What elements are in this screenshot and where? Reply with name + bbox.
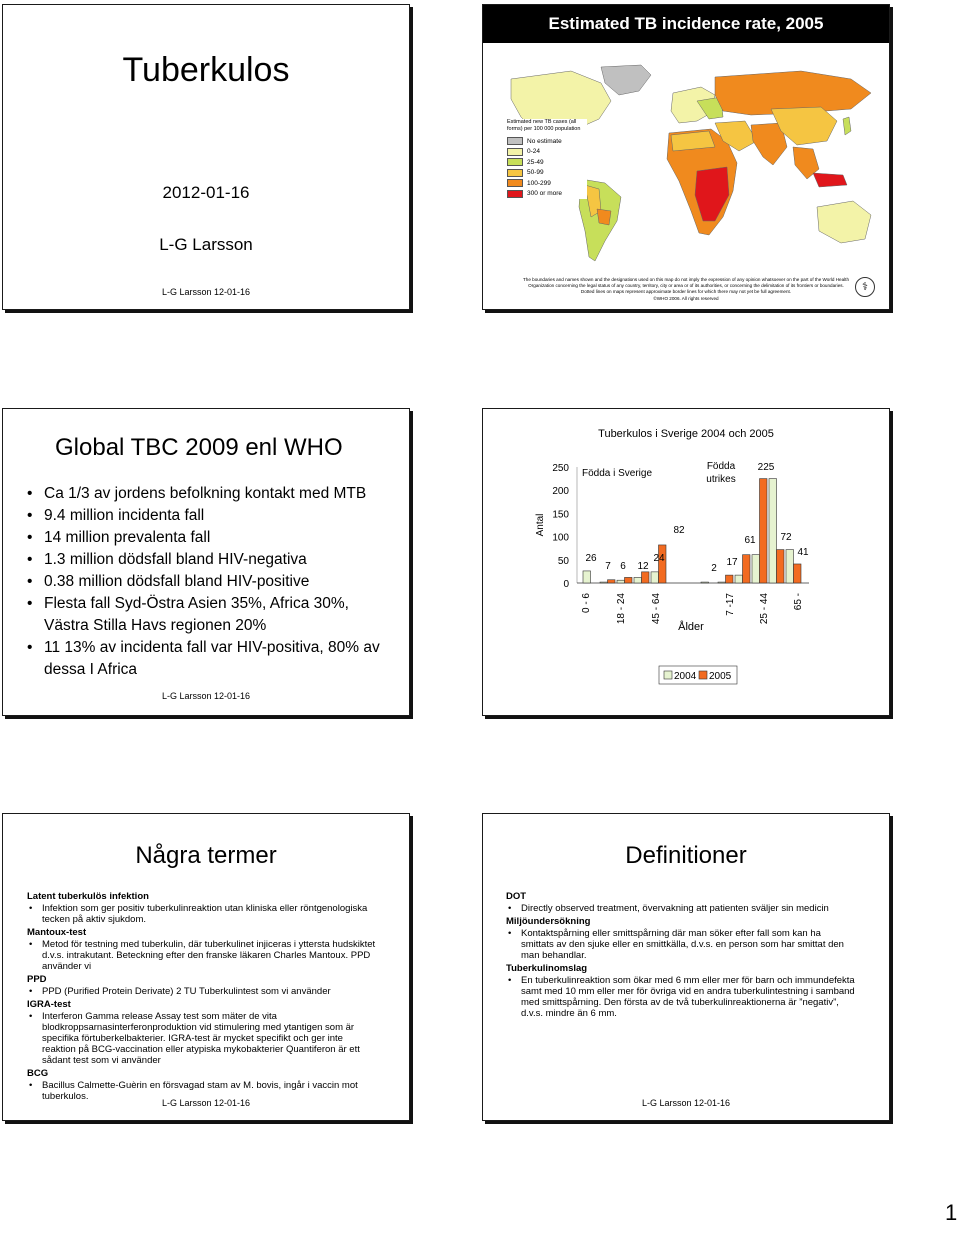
map-legend-item	[507, 136, 587, 147]
bullet-item: • 9.4 million incidenta fall	[27, 505, 393, 527]
slide5-footer: L-G Larsson 12-01-16	[161, 1098, 251, 1108]
slide1-title: Tuberkulos	[122, 51, 290, 89]
map-disclaimer: The boundaries and names shown and the designations used on this map do not imply the expression of any opinion whatsoever on the part of the World Health Organization concerning the legal status of any country, territory, city or area or of its authorities, or concerning the delimitation of its frontiers or boundaries. Dotted lines on maps represent approximate border lines for which there may not yet be full agreement.	[522, 277, 850, 294]
term-heading: BCG	[27, 1068, 49, 1079]
slide1-author: L-G Larsson	[159, 235, 253, 254]
bar	[794, 564, 802, 583]
data-label: 41	[797, 547, 809, 558]
slide3-title: Global TBC 2009 enl WHO	[55, 434, 343, 461]
data-label: 24	[653, 553, 665, 564]
bar	[718, 582, 726, 583]
term-list	[27, 1011, 379, 1066]
term-list	[27, 939, 379, 972]
data-label: 7	[605, 561, 611, 572]
legend-label: 0-24	[527, 148, 541, 156]
slide-definitioner	[482, 813, 890, 1121]
slide-termer	[2, 813, 410, 1121]
bar	[735, 575, 743, 583]
slide3-bullet-list	[27, 483, 393, 681]
y-tick-label: 50	[557, 555, 569, 567]
legend-label: No estimate	[527, 137, 562, 145]
chart-title: Tuberkulos i Sverige 2004 och 2005	[598, 428, 774, 440]
legend-label-2004: 2004	[674, 671, 697, 682]
bullet-item: • 0.38 million dödsfall bland HIV-positive	[27, 571, 393, 593]
map-copyright: ©WHO 2006. All rights reserved	[653, 296, 719, 301]
legend-label: 50-99	[527, 169, 544, 177]
bar	[651, 572, 659, 583]
term-description: • PPD (Purified Protein Derivate) 2 TU Tuberkulintest som vi använder	[27, 986, 379, 997]
term-list	[506, 928, 856, 961]
x-tick-label: 45 - 64	[651, 593, 662, 625]
map-legend	[507, 119, 587, 199]
data-label: 61	[744, 535, 756, 546]
term-heading: Mantoux-test	[27, 927, 87, 938]
legend-label: 300 or more	[527, 190, 563, 198]
y-tick-label: 150	[552, 509, 569, 521]
bar	[777, 550, 785, 583]
term-list	[27, 986, 379, 997]
group-label-fodda-utrikes-line1: Födda	[706, 461, 736, 472]
term-description: • Bacillus Calmette-Guèrin en försvagad stam av M. bovis, ingår i vaccin mot tuberkulos.	[27, 1080, 379, 1102]
map-legend-item	[507, 189, 587, 200]
legend-swatch	[507, 148, 523, 156]
bar	[642, 572, 650, 583]
legend-label: 25-49	[527, 158, 544, 166]
term-description: • Kontaktspårning eller smittspårning där man söker efter fall som kan ha smittats av den sjuke eller en smittkälla, d.v.s. en person som har smittat den man behandlar.	[506, 928, 856, 961]
term-description: • Metod för testning med tuberkulin, där tuberkulinet injiceras i yttersta hudskiktet d.v.s. intrakutant. Beteckning efter den franske läkaren Charles Mantoux. PPD använder vi	[27, 939, 379, 972]
who-logo-icon: ⚕	[855, 277, 875, 297]
legend-swatch	[507, 158, 523, 166]
term-list	[27, 903, 379, 925]
slide-tb-sweden-chart	[482, 408, 890, 716]
y-tick-label: 250	[552, 463, 569, 474]
slide-title	[2, 4, 410, 310]
x-tick-label: 0 - 6	[581, 593, 592, 614]
bullet-item: • 14 million prevalenta fall	[27, 527, 393, 549]
slide5-body	[27, 889, 379, 1103]
legend-swatch-2004	[664, 671, 672, 679]
map-legend-heading: Estimated new TB cases (all forms) per 100 000 population	[507, 119, 581, 132]
data-label: 6	[620, 561, 626, 572]
legend-swatch	[507, 179, 523, 187]
bar	[786, 550, 794, 583]
x-tick-label: 25 - 44	[759, 593, 770, 625]
legend-swatch	[507, 190, 523, 198]
legend-label-2005: 2005	[709, 671, 732, 682]
data-label: 2	[711, 563, 717, 574]
bullet-item: • 11 13% av incidenta fall var HIV-positiva, 80% av dessa I Africa	[27, 637, 393, 681]
legend-swatch-2005	[699, 671, 707, 679]
map-legend-item	[507, 168, 587, 179]
map-title: Estimated TB incidence rate, 2005	[548, 14, 824, 33]
slide3-footer: L-G Larsson 12-01-16	[161, 691, 251, 701]
map-legend-item	[507, 157, 587, 168]
y-tick-label: 100	[552, 532, 569, 544]
term-description: • En tuberkulinreaktion som ökar med 6 mm eller mer för barn och immundefekta samt med 10 mm eller mer för övriga vid en andra tuberkulintestning i samband med smittspårning. Den första av de två tuberkulinreaktionerna är ”negativ”, d.v.s. mindre än 6 mm.	[506, 975, 856, 1019]
data-label: 17	[726, 557, 738, 568]
bar	[769, 479, 777, 583]
legend-swatch	[507, 137, 523, 145]
term-heading: Tuberkulinomslag	[506, 963, 588, 974]
y-axis-label: Antal	[535, 513, 546, 537]
bar-chart	[483, 409, 889, 715]
term-heading: DOT	[506, 891, 527, 902]
slide-tb-map	[482, 4, 890, 310]
group-label-fodda-i-sverige: Födda i Sverige	[581, 468, 653, 479]
slide1-footer: L-G Larsson 12-01-16	[161, 287, 251, 297]
map-legend-item	[507, 147, 587, 158]
x-axis-label: Ålder	[678, 621, 704, 633]
bar	[760, 479, 768, 583]
slide6-title: Definitioner	[625, 842, 747, 869]
bullet-item: • 1.3 million dödsfall bland HIV-negativa	[27, 549, 393, 571]
bar	[600, 582, 608, 583]
bar	[583, 571, 591, 583]
term-list	[506, 975, 856, 1019]
legend-label: 100-299	[527, 179, 551, 187]
data-label: 82	[673, 525, 685, 536]
term-description: • Interferon Gamma release Assay test som mäter de vita blodkroppsarnasinterferonproduktion vid stimulering med ytantigen som är specifika förtuberkelbakterier. IGRA-test är mycket specifikt och ger inte reaktion på BCG-vaccination eller atypiska mykobakterier Quantiferon är ett sådant test som vi använder	[27, 1011, 379, 1066]
x-tick-label: 7 -17	[725, 593, 736, 616]
bullet-item: • Flesta fall Syd-Östra Asien 35%, Africa 30%, Västra Stilla Havs regionen 20%	[27, 593, 393, 637]
bar	[743, 555, 751, 583]
legend-swatch	[507, 169, 523, 177]
term-heading: Miljöundersökning	[506, 916, 591, 927]
slide1-date: 2012-01-16	[162, 183, 250, 202]
term-description: • Infektion som ger positiv tuberkulinreaktion utan kliniska eller röntgenologiska tecken på aktiv sjukdom.	[27, 903, 379, 925]
data-label: 72	[780, 532, 792, 543]
bar	[726, 575, 734, 583]
slide5-title: Några termer	[135, 842, 277, 869]
x-tick-label: 18 - 24	[616, 593, 627, 625]
bar	[608, 580, 616, 583]
bar	[634, 577, 642, 583]
map-title-bar	[483, 5, 889, 43]
bar	[701, 582, 709, 583]
term-description: • Directly observed treatment, övervakning att patienten sväljer sin medicin	[506, 903, 856, 914]
x-tick-label: 65 -	[793, 593, 804, 611]
bar	[617, 580, 625, 583]
bullet-item: • Ca 1/3 av jordens befolkning kontakt med MTB	[27, 483, 393, 505]
map-legend-item	[507, 178, 587, 189]
term-heading: Latent tuberkulös infektion	[27, 891, 149, 902]
bar	[625, 577, 633, 583]
term-heading: PPD	[27, 974, 47, 985]
data-label: 12	[637, 561, 649, 572]
y-tick-label: 0	[563, 579, 569, 590]
bar	[752, 555, 760, 583]
slide-global-tbc	[2, 408, 410, 716]
term-heading: IGRA-test	[27, 999, 71, 1010]
data-label: 225	[757, 462, 775, 473]
y-tick-label: 200	[552, 486, 569, 498]
data-label: 26	[585, 553, 597, 564]
slide6-footer: L-G Larsson 12-01-16	[641, 1098, 731, 1108]
page-number: 1	[945, 1200, 958, 1225]
term-list	[506, 903, 856, 914]
group-label-fodda-utrikes-line2: utrikes	[706, 474, 736, 485]
slide6-body	[506, 889, 856, 1020]
